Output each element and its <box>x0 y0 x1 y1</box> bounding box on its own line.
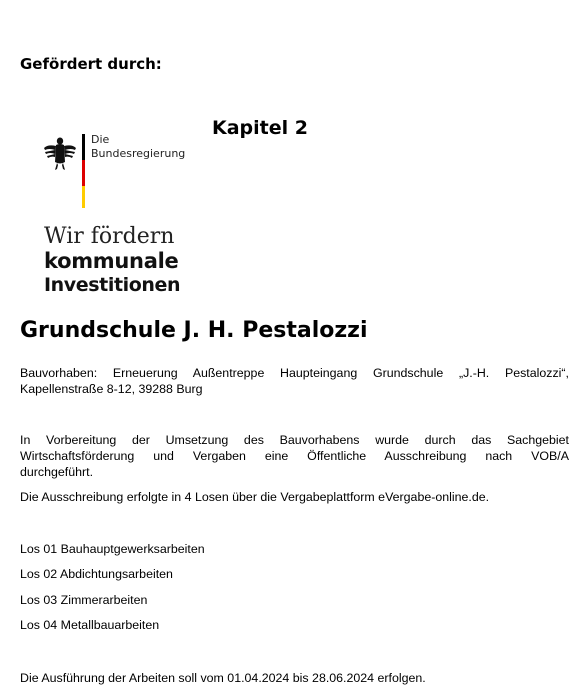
lot-item: Los 04 Metallbauarbeiten <box>20 618 160 632</box>
lot-item: Los 03 Zimmerarbeiten <box>20 593 148 607</box>
slogan-line-3: Investitionen <box>44 274 181 296</box>
tender-note: Die Ausschreibung erfolgte in 4 Losen über die Vergabeplattform eVergabe-online.de. <box>20 490 490 504</box>
flag-bar-red <box>82 160 85 186</box>
flag-bar-gold <box>82 186 85 208</box>
preparation-line-3: durchgeführt. <box>20 465 94 479</box>
project-line-2: Kapellenstraße 8-12, 39288 Burg <box>20 382 203 396</box>
lot-item: Los 02 Abdichtungsarbeiten <box>20 567 173 581</box>
preparation-line-2: Wirtschaftsförderung und Vergaben eine Öffentliche Ausschreibung nach VOB/A <box>20 449 569 463</box>
slogan-line-2: kommunale <box>44 249 179 273</box>
ministry-line-2: Bundesregierung <box>91 147 186 160</box>
preparation-line-1: In Vorbereitung der Umsetzung des Bauvorhabens wurde durch das Sachgebiet <box>20 433 569 447</box>
chapter-title: Kapitel 2 <box>212 117 308 139</box>
bundesregierung-logo <box>22 110 200 302</box>
ministry-line-1: Die <box>91 133 110 146</box>
project-line-1: Bauvorhaben: Erneuerung Außentreppe Haupteingang Grundschule „J.-H. Pestalozzi“, <box>20 366 569 380</box>
lot-item: Los 01 Bauhauptgewerksarbeiten <box>20 542 205 556</box>
federal-eagle-icon <box>42 132 78 176</box>
funded-by-heading: Gefördert durch: <box>20 55 162 73</box>
flag-bar-black <box>82 134 85 160</box>
school-title: Grundschule J. H. Pestalozzi <box>20 318 368 343</box>
slogan-line-1: Wir fördern <box>44 224 175 249</box>
execution-period: Die Ausführung der Arbeiten soll vom 01.04.2024 bis 28.06.2024 erfolgen. <box>20 671 426 685</box>
